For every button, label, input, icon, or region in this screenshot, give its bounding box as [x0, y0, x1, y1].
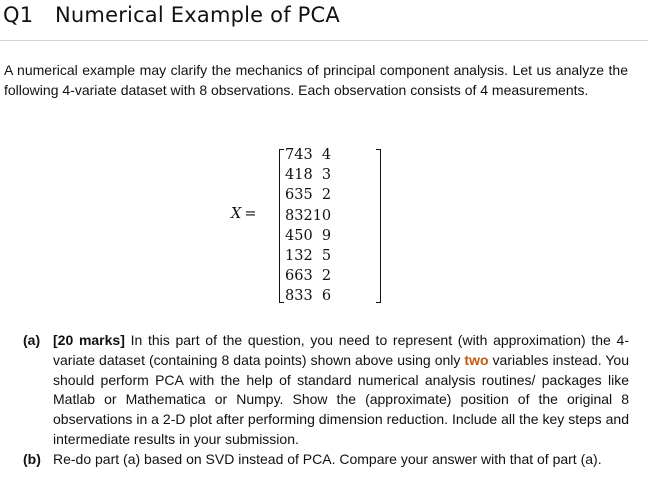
- matrix-cell: 8: [285, 288, 295, 305]
- matrix-row: [285, 206, 331, 226]
- matrix-cell: 3: [321, 167, 332, 184]
- matrix-grid: [285, 145, 331, 307]
- matrix-cell: 3: [303, 288, 313, 305]
- matrix-cell: 3: [294, 187, 304, 204]
- matrix-cell: 2: [303, 207, 313, 224]
- matrix-cell: 5: [303, 187, 313, 204]
- matrix-cell: 8: [285, 207, 295, 224]
- matrix-row: [285, 165, 331, 185]
- matrix-cell: 1: [294, 167, 304, 184]
- part-b-text: Re-do part (a) based on SVD instead of PCA. Compare your answer with that of part (a).: [53, 450, 602, 467]
- title-divider: [0, 40, 648, 41]
- matrix-cell: 2: [303, 248, 313, 265]
- matrix-equation-label: [231, 206, 256, 222]
- part-a-label: (a): [23, 332, 41, 348]
- part-b-label: (b): [23, 450, 41, 467]
- equals-sign: =: [244, 206, 257, 222]
- matrix-cell: 6: [294, 268, 304, 285]
- matrix-cell: 4: [285, 227, 295, 244]
- matrix-cell: 2: [321, 187, 332, 204]
- matrix-cell: 3: [303, 268, 313, 285]
- part-b: [23, 450, 629, 470]
- matrix-variable: X: [231, 206, 242, 222]
- matrix-cell: 5: [321, 248, 332, 265]
- matrix-cell: 4: [321, 147, 332, 163]
- matrix-row: [285, 286, 331, 306]
- matrix-cell: 3: [303, 147, 313, 163]
- matrix-row: [285, 226, 331, 246]
- part-a-text-1: In this part of the question, you need to represent (with approximation) the 4-variate dataset (containing 8 data points) shown above using only: [53, 332, 630, 368]
- matrix-cell: 6: [321, 288, 332, 305]
- matrix-row: [285, 185, 331, 205]
- matrix-cell: 3: [294, 207, 304, 224]
- matrix-cell: 5: [294, 227, 304, 244]
- matrix-cell: 0: [303, 227, 313, 244]
- matrix-cell: 8: [303, 167, 313, 184]
- matrix-cell: 3: [294, 248, 304, 265]
- matrix-cell: 7: [285, 147, 295, 163]
- left-bracket: [279, 149, 284, 303]
- intro-paragraph: A numerical example may clarify the mechanics of principal component analysis. Let us analyze the following 4-variate dataset with 8 observations. Each observation consists of 4 measurements.: [4, 62, 628, 98]
- matrix-cell: 6: [285, 187, 295, 204]
- matrix-cell: 9: [321, 227, 332, 244]
- matrix-row: [285, 246, 331, 266]
- matrix-cell: 10: [312, 207, 332, 224]
- part-a-marks: [20 marks]: [53, 332, 125, 348]
- question-title: [3, 3, 340, 27]
- matrix-cell: 4: [285, 167, 295, 184]
- matrix-cell: 1: [285, 248, 295, 265]
- right-bracket: [376, 149, 381, 303]
- part-a: [23, 331, 629, 450]
- matrix-row: [285, 145, 331, 165]
- question-title-text: Numerical Example of PCA: [55, 3, 340, 27]
- matrix-row: [285, 266, 331, 286]
- part-a-text-2: variables instead. You should perform PCA with the help of standard numerical analysis routines/ packages like Matlab or Mathematica or Numpy. Show the (approximate) position of the original 8 observations in a 2-D plot after performing dimension reduction. Include all the key steps and intermediate results in your submission.: [53, 351, 629, 447]
- part-a-highlight: two: [464, 351, 489, 368]
- question-parts: [23, 331, 629, 470]
- matrix-cell: 2: [321, 268, 332, 285]
- question-number: Q1: [3, 3, 34, 27]
- matrix-cell: 3: [294, 288, 304, 305]
- matrix-cell: 6: [285, 268, 295, 285]
- matrix-cell: 4: [294, 147, 304, 163]
